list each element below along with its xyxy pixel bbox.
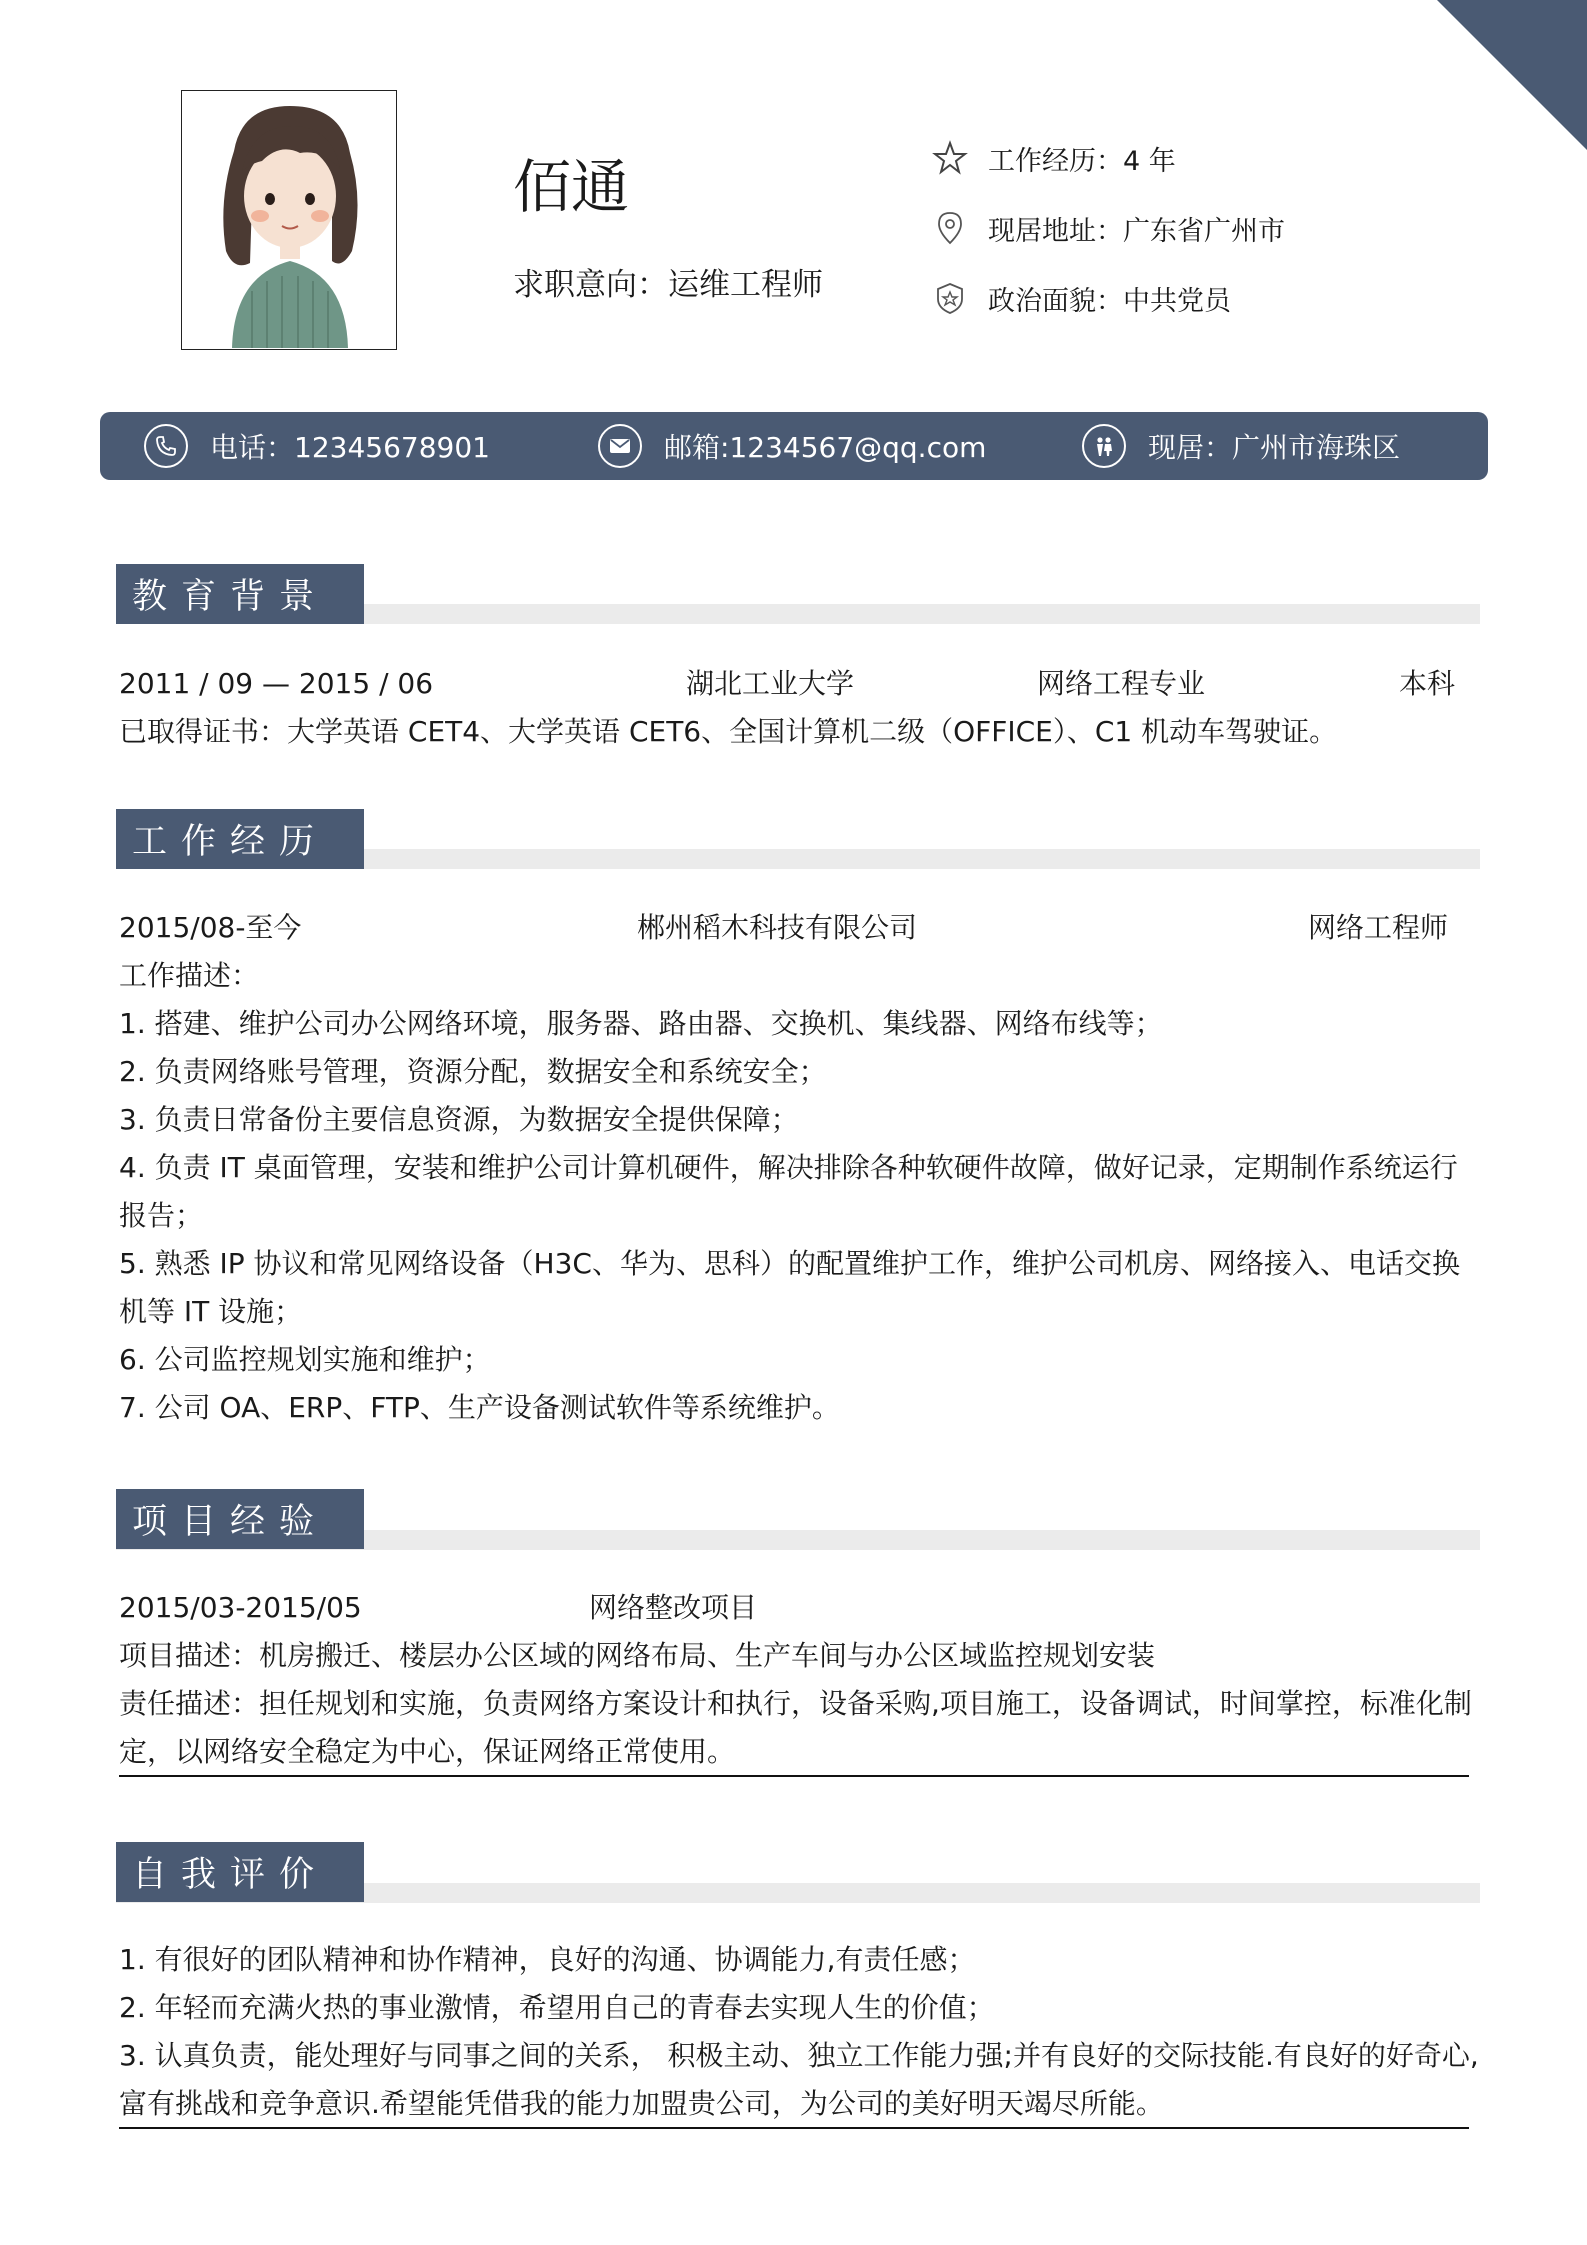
education-degree: 本科 [1399, 667, 1456, 700]
project-title: 项目经验 [116, 1489, 364, 1549]
contact-phone [144, 412, 490, 480]
people-icon [1082, 424, 1126, 468]
work-item: 2. 负责网络账号管理，资源分配，数据安全和系统安全； [119, 1055, 827, 1088]
info-political [930, 276, 1231, 320]
project-desc: 项目描述：机房搬迁、楼层办公区域的网络布局、生产车间与办公区域监控规划安装 [119, 1639, 1156, 1672]
work-item: 3. 负责日常备份主要信息资源，为数据安全提供保障； [119, 1103, 799, 1136]
info-experience [930, 136, 1176, 180]
project-duty: 责任描述：担任规划和实施，负责网络方案设计和执行，设备采购,项目施工，设备调试，时间掌控，标准化制定，以网络安全稳定为中心，保证网络正常使用。 [119, 1687, 1472, 1768]
candidate-name: 佰通 [513, 153, 630, 221]
contact-residence-text: 现居：广州市海珠区 [1148, 431, 1401, 464]
corner-decoration [1437, 0, 1587, 150]
work-item: 7. 公司 OA、ERP、FTP、生产设备测试软件等系统维护。 [119, 1391, 840, 1424]
work-item: 6. 公司监控规划实施和维护； [119, 1343, 491, 1376]
phone-icon [144, 424, 188, 468]
work-company: 郴州稻木科技有限公司 [637, 911, 918, 944]
self-title: 自我评价 [116, 1842, 364, 1902]
project-name: 网络整改项目 [589, 1591, 758, 1624]
job-intent: 求职意向：运维工程师 [513, 267, 823, 303]
work-item: 1. 搭建、维护公司办公网络环境，服务器、路由器、交换机、集线器、网络布线等； [119, 1007, 1163, 1040]
work-desc-label: 工作描述： [119, 959, 260, 992]
contact-bar [100, 412, 1488, 480]
self-divider [119, 2127, 1469, 2129]
work-item: 5. 熟悉 IP 协议和常见网络设备（H3C、华为、思科）的配置维护工作，维护公司机房、网络接入、电话交换机等 IT 设施； [119, 1247, 1460, 1328]
badge-icon [930, 278, 970, 318]
info-address [930, 206, 1285, 250]
info-address-text: 现居地址：广东省广州市 [988, 215, 1285, 247]
project-divider [119, 1775, 1469, 1777]
project-period: 2015/03-2015/05 [119, 1591, 362, 1624]
contact-email-text: 邮箱:1234567@qq.com [664, 431, 987, 464]
self-item: 3. 认真负责，能处理好与同事之间的关系， 积极主动、独立工作能力强;并有良好的交际技能.有良好的好奇心,富有挑战和竞争意识.希望能凭借我的能力加盟贵公司，为公司的美好明天竭尽所能。 [119, 2039, 1479, 2120]
email-icon [598, 424, 642, 468]
work-item: 4. 负责 IT 桌面管理，安装和维护公司计算机硬件，解决排除各种软硬件故障，做好记录，定期制作系统运行报告； [119, 1151, 1458, 1232]
info-experience-text: 工作经历：4 年 [988, 145, 1176, 177]
self-item: 1. 有很好的团队精神和协作精神，良好的沟通、协调能力,有责任感； [119, 1943, 976, 1976]
education-certs: 已取得证书：大学英语 CET4、大学英语 CET6、全国计算机二级（OFFICE）、C1 机动车驾驶证。 [119, 715, 1338, 748]
contact-email [598, 412, 986, 480]
contact-phone-text: 电话：12345678901 [210, 431, 490, 464]
work-period: 2015/08-至今 [119, 911, 302, 944]
education-school: 湖北工业大学 [686, 667, 855, 700]
work-role: 网络工程师 [1308, 911, 1449, 944]
avatar [181, 90, 397, 350]
work-title: 工作经历 [116, 809, 364, 869]
education-title: 教育背景 [116, 564, 364, 624]
education-period: 2011 / 09 — 2015 / 06 [119, 667, 434, 700]
location-pin-icon [930, 208, 970, 248]
education-major: 网络工程专业 [1037, 667, 1206, 700]
info-political-text: 政治面貌：中共党员 [988, 285, 1231, 317]
self-item: 2. 年轻而充满火热的事业激情，希望用自己的青春去实现人生的价值； [119, 1991, 995, 2024]
contact-residence [1082, 412, 1400, 480]
star-icon [930, 138, 970, 178]
